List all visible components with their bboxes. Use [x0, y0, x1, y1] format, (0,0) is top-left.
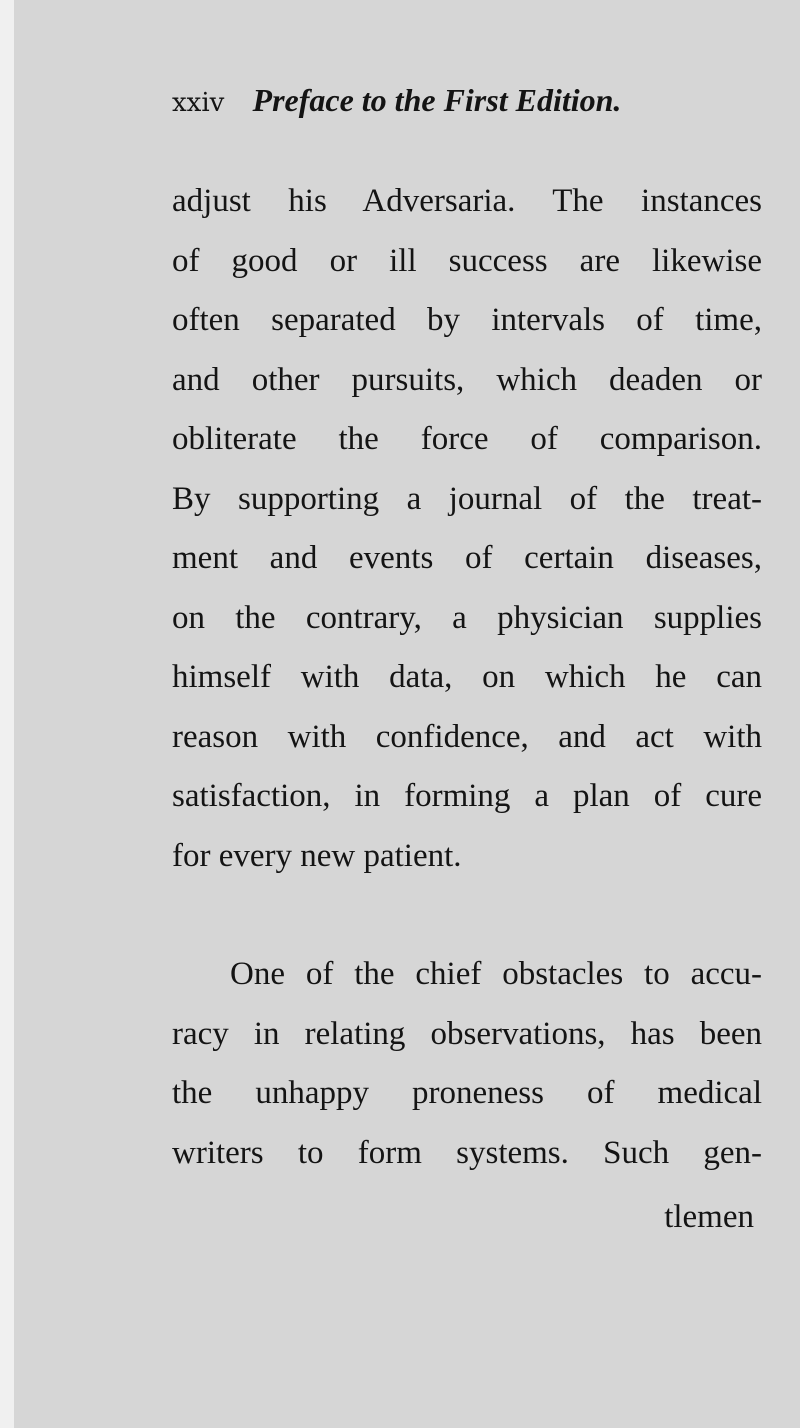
page-number: xxiv [172, 88, 225, 118]
running-header [172, 80, 772, 123]
catchword: tlemen [664, 1199, 754, 1235]
text-line: obliterate the force of comparison. [172, 421, 762, 457]
text-line: One of the chief obstacles to accu- [230, 956, 762, 992]
text-line: satisfaction, in forming a plan of cure [172, 778, 762, 814]
text-line: adjust his Adversaria. The instances [172, 183, 762, 219]
text-line: racy in relating observations, has been [172, 1015, 762, 1052]
text-line: and other pursuits, which deaden or [172, 361, 762, 398]
text-line: often separated by intervals of time, [172, 302, 762, 338]
paragraph-gap [172, 886, 762, 945]
text-line: writers to form systems. Such gen- [172, 1134, 762, 1171]
body-text [172, 172, 762, 1183]
text-line: himself with data, on which he can [172, 659, 762, 695]
text-line: the unhappy proneness of medical [172, 1075, 762, 1111]
text-line: reason with confidence, and act with [172, 718, 762, 755]
text-line: for every new patient. [172, 837, 462, 874]
text-line: of good or ill success are likewise [172, 242, 762, 279]
text-line: By supporting a journal of the treat- [172, 480, 762, 517]
text-line: on the contrary, a physician supplies [172, 599, 762, 636]
text-line: ment and events of certain diseases, [172, 540, 762, 576]
paragraph-1 [172, 172, 762, 886]
paragraph-2 [172, 945, 762, 1183]
running-title: Preface to the First Edition. [252, 82, 622, 118]
